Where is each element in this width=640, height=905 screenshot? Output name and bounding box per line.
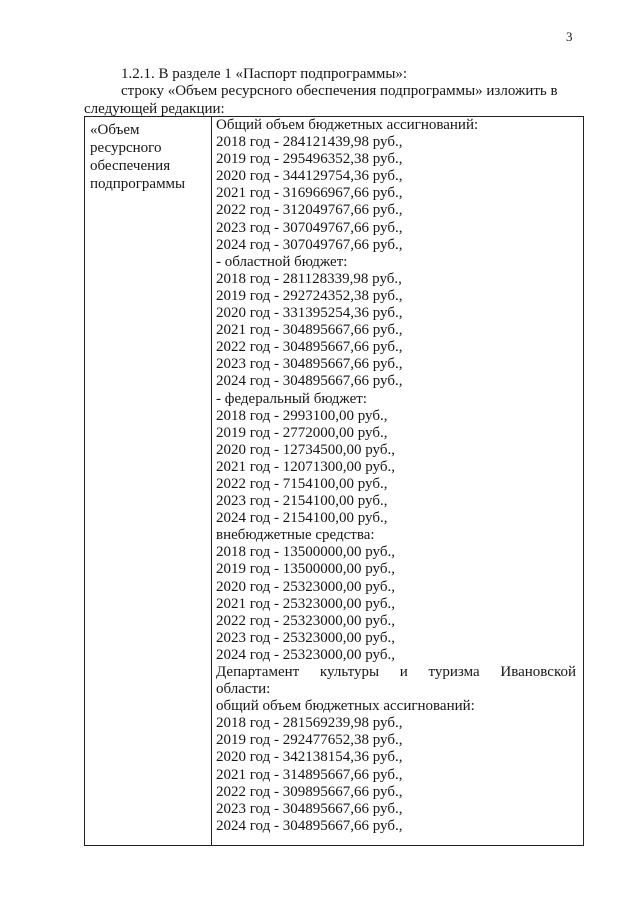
intro-line-3: следующей редакции:: [84, 101, 225, 117]
budget-line: 2020 год - 331395254,36 руб.,: [216, 305, 403, 322]
department-budget-lines: [216, 698, 578, 835]
budget-line: 2019 год - 292724352,38 руб.,: [216, 287, 403, 304]
budget-line: 2022 год - 25323000,00 руб.,: [216, 612, 395, 629]
intro-line-2: строку «Объем ресурсного обеспечения подпрограммы» изложить в: [121, 83, 558, 99]
department-budget-line: 2019 год - 292477652,38 руб.,: [216, 732, 403, 749]
budget-lines: [216, 117, 578, 664]
budget-line: 2022 год - 7154100,00 руб.,: [216, 475, 388, 492]
budget-line: 2018 год - 13500000,00 руб.,: [216, 544, 395, 561]
budget-line: 2018 год - 284121439,98 руб.,: [216, 134, 403, 151]
budget-line: 2019 год - 295496352,38 руб.,: [216, 151, 403, 168]
budget-line: 2023 год - 2154100,00 руб.,: [216, 493, 388, 510]
page-number: 3: [566, 29, 573, 44]
department-budget-line: 2018 год - 281569239,98 руб.,: [216, 715, 403, 732]
budget-line: 2024 год - 307049767,66 руб.,: [216, 236, 403, 253]
scan-artifact: [0, 0, 60, 6]
budget-line: 2024 год - 2154100,00 руб.,: [216, 510, 388, 527]
budget-line: 2024 год - 304895667,66 руб.,: [216, 373, 403, 390]
department-budget-line: 2024 год - 304895667,66 руб.,: [216, 817, 403, 834]
budget-line: 2019 год - 2772000,00 руб.,: [216, 424, 388, 441]
budget-line: 2018 год - 281128339,98 руб.,: [216, 270, 402, 287]
department-budget-line: 2020 год - 342138154,36 руб.,: [216, 749, 403, 766]
budget-line: - областной бюджет:: [216, 253, 348, 270]
department-budget-line: 2022 год - 309895667,66 руб.,: [216, 783, 403, 800]
budget-line: 2021 год - 25323000,00 руб.,: [216, 595, 395, 612]
budget-line: 2022 год - 312049767,66 руб.,: [216, 202, 403, 219]
intro-line-1: 1.2.1. В разделе 1 «Паспорт подпрограммы»:: [121, 66, 408, 82]
department-title-cont: области:: [216, 681, 271, 698]
department-budget-line: 2023 год - 304895667,66 руб.,: [216, 800, 403, 817]
budget-line: 2021 год - 304895667,66 руб.,: [216, 322, 403, 339]
budget-line: 2020 год - 12734500,00 руб.,: [216, 441, 395, 458]
budget-line: - федеральный бюджет:: [216, 390, 367, 407]
budget-line: 2021 год - 12071300,00 руб.,: [216, 458, 395, 475]
left-cell-label: «Объем ресурсного обеспечения подпрограммы: [90, 122, 186, 192]
budget-line: 2019 год - 13500000,00 руб.,: [216, 561, 395, 578]
budget-line: 2022 год - 304895667,66 руб.,: [216, 339, 403, 356]
department-budget-line: 2021 год - 314895667,66 руб.,: [216, 766, 403, 783]
column-divider: [211, 117, 212, 845]
budget-line: 2020 год - 25323000,00 руб.,: [216, 578, 395, 595]
budget-line: 2024 год - 25323000,00 руб.,: [216, 646, 395, 663]
department-budget-line: общий объем бюджетных ассигнований:: [216, 698, 475, 715]
right-cell: [216, 117, 578, 835]
budget-line: 2023 год - 25323000,00 руб.,: [216, 629, 395, 646]
budget-line: 2021 год - 316966967,66 руб.,: [216, 185, 403, 202]
budget-line: 2023 год - 304895667,66 руб.,: [216, 356, 403, 373]
budget-line: 2018 год - 2993100,00 руб.,: [216, 407, 388, 424]
budget-line: Общий объем бюджетных ассигнований:: [216, 117, 479, 133]
budget-line: 2020 год - 344129754,36 руб.,: [216, 168, 403, 185]
department-title: Департамент культуры и туризма Ивановской: [216, 664, 576, 680]
budget-line: 2023 год - 307049767,66 руб.,: [216, 219, 403, 236]
resource-table: [84, 116, 584, 846]
budget-line: внебюджетные средства:: [216, 527, 375, 544]
